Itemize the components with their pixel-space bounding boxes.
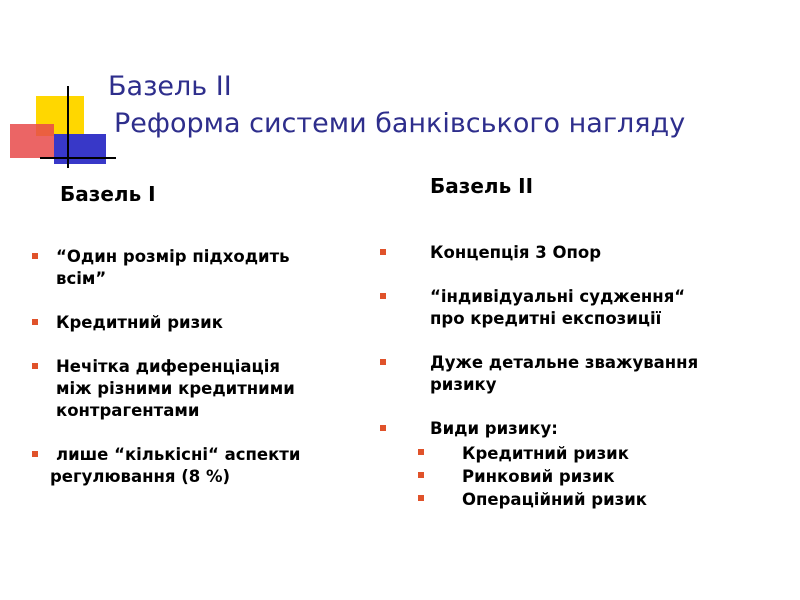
basel-1-list — [30, 246, 370, 488]
bullet-icon — [32, 319, 38, 325]
list-item: Види ризику: — [378, 418, 778, 440]
bullet-icon — [418, 495, 424, 501]
bullet-icon — [380, 293, 386, 299]
basel-2-heading: Базель II — [430, 174, 534, 198]
list-item: Операційний ризик — [378, 488, 778, 511]
list-item: Концепція 3 Опор — [378, 242, 778, 264]
bullet-icon — [418, 472, 424, 478]
list-item: Ринковий ризик — [378, 465, 778, 488]
slide-title — [108, 68, 685, 142]
basel-1-column — [30, 180, 370, 510]
basel-2-column — [378, 172, 778, 511]
bullet-icon — [418, 449, 424, 455]
bullet-icon — [32, 363, 38, 369]
list-item: “індивідуальні судження“ про кредитні експозиції — [378, 286, 778, 330]
blue-square — [54, 134, 106, 164]
decorative-squares — [0, 0, 120, 170]
list-item: Дуже детальне зважування ризику — [378, 352, 778, 396]
basel-1-heading: Базель I — [60, 182, 156, 206]
red-square — [10, 124, 54, 158]
bullet-icon — [380, 249, 386, 255]
bullet-icon — [380, 359, 386, 365]
risk-types-list — [378, 442, 778, 511]
title-line-1: Базель II — [108, 71, 232, 102]
list-item: лише “кількісні“ аспекти регулювання (8 %) — [30, 444, 370, 488]
list-item: Нечітка диференціація між різними кредитними контрагентами — [30, 356, 370, 422]
list-item: “Один розмір підходить всім” — [30, 246, 370, 290]
bullet-icon — [380, 425, 386, 431]
bullet-icon — [32, 451, 38, 457]
bullet-icon — [32, 253, 38, 259]
basel-2-list — [378, 242, 778, 440]
title-line-2: Реформа системи банківського нагляду — [114, 108, 686, 139]
list-item: Кредитний ризик — [378, 442, 778, 465]
list-item: Кредитний ризик — [30, 312, 370, 334]
